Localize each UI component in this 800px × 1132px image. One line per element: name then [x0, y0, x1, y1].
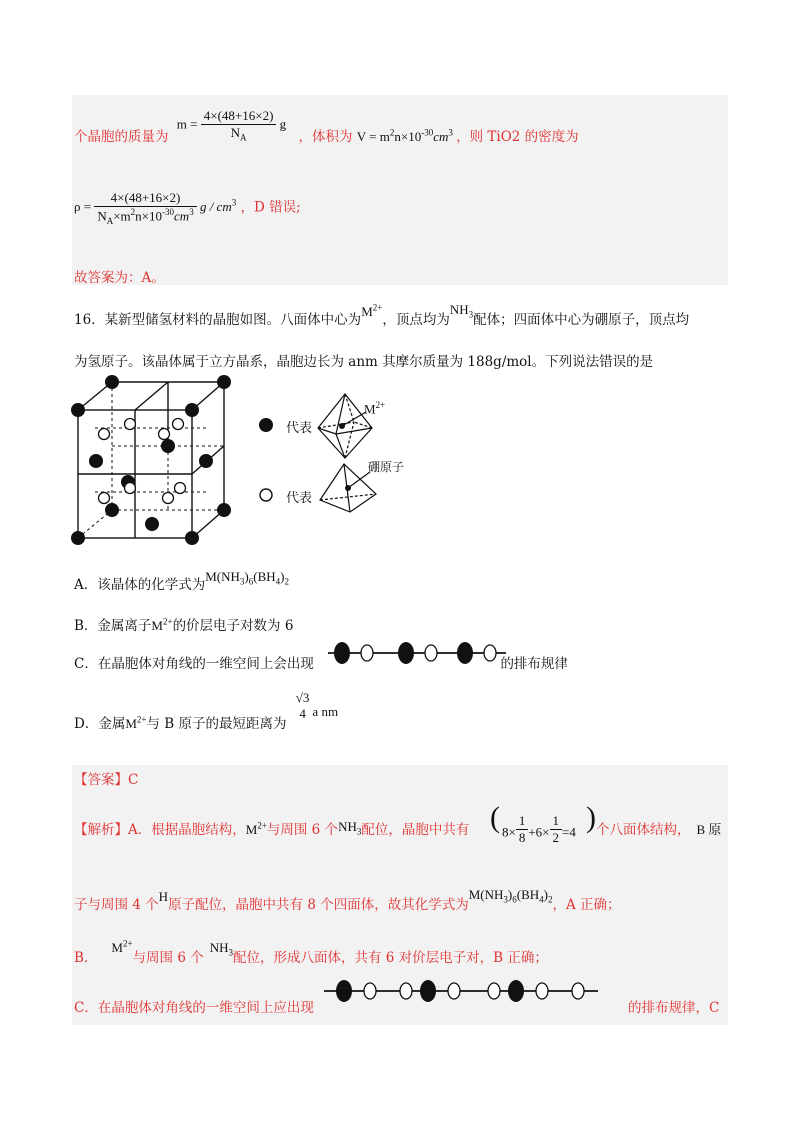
legend-filled-label: 代表 — [286, 421, 313, 436]
crystal-cell-diagram — [68, 372, 248, 552]
option-a: A．该晶体的化学式为$M(NH_3)_6(BH_4)_2$ — [74, 569, 289, 593]
option-c: C．在晶胞体对角线的一维空间上会出现 的排布规律 — [74, 656, 568, 672]
answer-tag: 【答案】C — [74, 772, 139, 788]
solution-arrangement — [322, 978, 600, 1004]
octahedron-label: $M^{2+}$ — [364, 400, 386, 417]
q16-line1: 16．某新型储氢材料的晶胞如图。八面体中心为$M^{2+}$，顶点均为$NH_3$配体；四面体中心为硼原子，顶点均 — [74, 302, 690, 328]
q16-line2: 为氢原子。该晶体属于立方晶系，晶胞边长为 anm 其摩尔质量为 188g/mol。下列说法错误的是 — [74, 354, 654, 370]
option-b: B．金属离子$M^{2+}$的价层电子对数为 6 — [74, 616, 294, 634]
option-c-arrangement — [326, 640, 508, 666]
legend-open-marker — [257, 486, 275, 504]
legend-open-label: 代表 — [286, 491, 313, 506]
solution-line1-tail: 个八面体结构， B 原 — [596, 822, 722, 838]
sec15-line1: 个晶胞的质量为 m = $\frac{4\times(48+16\times 2)}{N_A}$ g ，体积为 $V = m^2n\times 10^{-30}cm^3$ ，则 TiO2 的密度为 — [74, 108, 579, 145]
legend-filled-marker — [257, 416, 275, 434]
tetrahedron-label: 硼原子 — [368, 460, 405, 474]
option-d: D．金属$M^{2+}$与 B 原子的最短距离为 √3 4 a nm — [74, 690, 339, 732]
solution-line2: 子与周围 4 个H原子配位，晶胞中共有 8 个四面体，故其化学式为$M(NH_3)_6(BH_4)_2$，A 正确； — [74, 887, 621, 913]
solution-line4: C．在晶胞体对角线的一维空间上应出现 — [74, 1000, 314, 1016]
sec15-answer: 故答案为：A。 — [74, 270, 165, 286]
solution-line3: B．$M^{2+}$与周围 6 个$NH_3$配位，形成八面体，共有 6 对价层电子对，B 正确； — [74, 938, 548, 966]
solution-line4-tail: 的排布规律，C — [628, 1000, 720, 1016]
sec15-line2: ρ = $\frac{4\times(48+16\times 2)}{N_A\times m^2n\times 10^{-30}cm^3}$ g / $cm^3$ ，D 错误; — [74, 190, 301, 226]
solution-line1: 【解析】A．根据晶胞结构，$M^{2+}$与周围 6 个$NH_3$配位，晶胞中共有 — [74, 819, 470, 838]
